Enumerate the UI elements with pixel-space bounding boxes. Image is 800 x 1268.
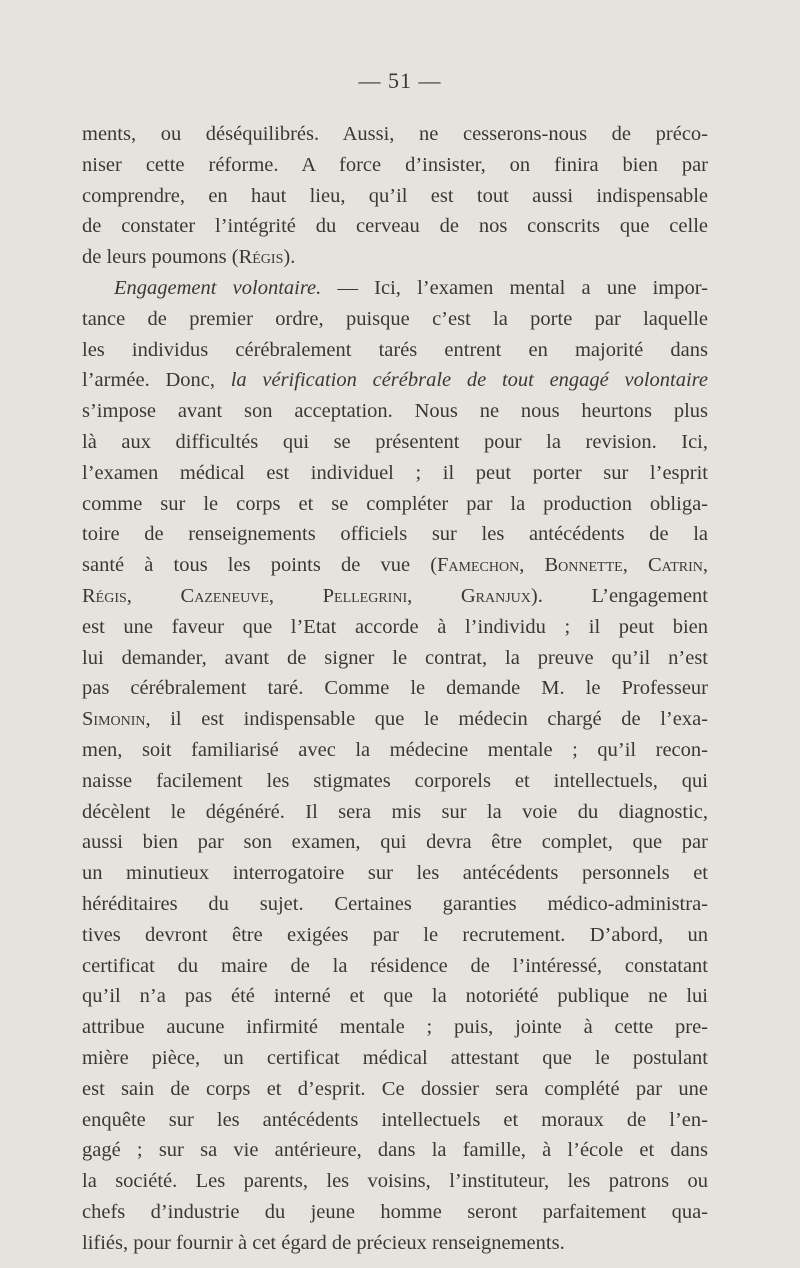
text-line: lifiés, pour fournir à cet égard de précieux renseignements. xyxy=(82,1231,565,1254)
author-name: Catrin xyxy=(647,554,703,577)
text-line: là aux difficultés qui se présentent pour la revision. Ici, xyxy=(82,430,708,453)
page-number: — 51 — xyxy=(358,68,442,93)
text-line: ments, ou déséquilibrés. Aussi, ne cesserons-nous de préco- xyxy=(82,123,708,145)
italic-text: Engagement volontaire. xyxy=(114,276,322,299)
text-line: comme sur le corps et se compléter par la production obliga- xyxy=(82,492,708,515)
text-line: lui demander, avant de signer le contrat, la preuve qu’il n’est xyxy=(82,646,708,669)
text-line: niser cette réforme. A force d’insister, on finira bien par xyxy=(82,153,708,176)
text-line: santé à tous les points de vue (Famechon, Bonnette, Catrin, xyxy=(82,554,708,577)
text-line: héréditaires du sujet. Certaines garanties médico-administra- xyxy=(82,892,708,915)
text-line: Simonin, il est indispensable que le médecin chargé de l’exa- xyxy=(82,708,708,731)
text-line: comprendre, en haut lieu, qu’il est tout aussi indispensable xyxy=(82,184,708,207)
text-line: mière pièce, un certificat médical attestant que le postulant xyxy=(82,1046,708,1069)
text-line: pas cérébralement taré. Comme le demande M. le Professeur xyxy=(82,677,708,700)
text-line: est sain de corps et d’esprit. Ce dossier sera complété par une xyxy=(82,1077,708,1100)
text-line: men, soit familiarisé avec la médecine mentale ; qu’il recon- xyxy=(82,738,708,761)
text-line: tives devront être exigées par le recrutement. D’abord, un xyxy=(82,923,708,946)
text-line: toire de renseignements officiels sur les antécédents de la xyxy=(82,523,708,546)
author-name: Simonin xyxy=(82,708,146,731)
text-line: les individus cérébralement tarés entrent en majorité dans xyxy=(82,338,708,361)
text-line: décèlent le dégénéré. Il sera mis sur la voie du diagnostic, xyxy=(82,800,708,823)
text-line: s’impose avant son acceptation. Nous ne nous heurtons plus xyxy=(82,400,708,423)
author-name: Pellegrini xyxy=(322,584,408,607)
text-line: l’armée. Donc, la vérification cérébrale de tout engagé volontaire xyxy=(82,369,708,392)
text-line: enquête sur les antécédents intellectuels et moraux de l’en- xyxy=(82,1108,708,1131)
text-line: naisse facilement les stigmates corporels et intellectuels, qui xyxy=(82,769,708,792)
author-name: Régis xyxy=(238,246,284,269)
text-line: un minutieux interrogatoire sur les antécédents personnels et xyxy=(82,862,708,885)
text-line: aussi bien par son examen, qui devra être complet, que par xyxy=(82,831,708,854)
author-name: Bonnette xyxy=(544,554,623,577)
text-line: chefs d’industrie du jeune homme seront parfaitement qua- xyxy=(82,1200,708,1223)
body-text xyxy=(82,119,708,1258)
text-line: gagé ; sur sa vie antérieure, dans la famille, à l’école et dans xyxy=(82,1139,708,1162)
author-name: Régis xyxy=(82,584,127,607)
text-line: Engagement volontaire. — Ici, l’examen mental a une impor- xyxy=(114,276,708,299)
text-line: de constater l’intégrité du cerveau de nos conscrits que celle xyxy=(82,215,708,238)
text-line: certificat du maire de la résidence de l’intéressé, constatant xyxy=(82,954,708,977)
text-line: de leurs poumons (Régis). xyxy=(82,246,296,269)
text-line: la société. Les parents, les voisins, l’instituteur, les patrons ou xyxy=(82,1170,708,1193)
author-name: Famechon xyxy=(437,554,520,577)
text-line: l’examen médical est individuel ; il peut porter sur l’esprit xyxy=(82,461,708,484)
author-name: Granjux xyxy=(460,584,531,607)
text-line: Régis, Cazeneuve, Pellegrini, Granjux). L’engagement xyxy=(82,584,708,607)
text-line: attribue aucune infirmité mentale ; puis, jointe à cette pre- xyxy=(82,1016,708,1039)
text-line: tance de premier ordre, puisque c’est la porte par laquelle xyxy=(82,307,708,330)
author-name: Cazeneuve xyxy=(180,584,269,607)
text-line: est une faveur que l’Etat accorde à l’individu ; il peut bien xyxy=(82,615,708,638)
text-line: qu’il n’a pas été interné et que la notoriété publique ne lui xyxy=(82,985,708,1008)
italic-text: la vérification cérébrale de tout engagé volontaire xyxy=(230,369,708,392)
